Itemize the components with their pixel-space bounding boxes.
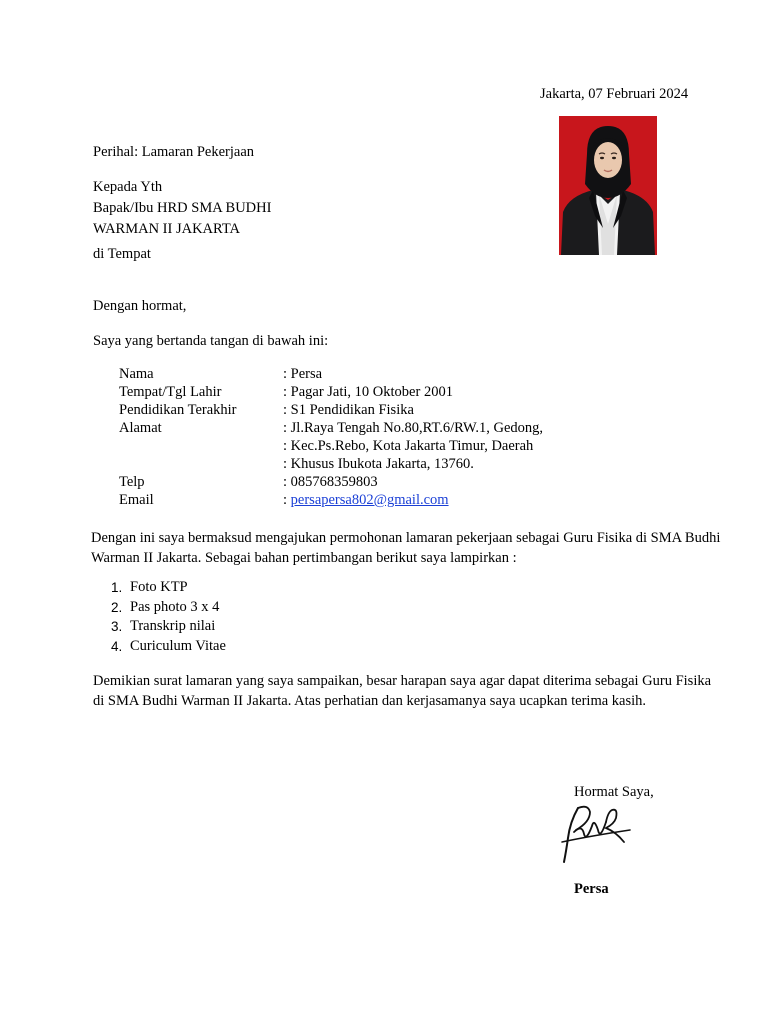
detail-row-name bbox=[119, 365, 543, 383]
recipient-block bbox=[93, 177, 271, 265]
detail-row-phone bbox=[119, 473, 543, 491]
detail-value: : Kec.Ps.Rebo, Kota Jakarta Timur, Daerah bbox=[283, 438, 534, 454]
list-item bbox=[111, 617, 226, 637]
signer-name: Persa bbox=[574, 881, 609, 897]
closing-text: Hormat Saya, bbox=[574, 784, 654, 800]
list-item bbox=[111, 598, 226, 618]
email-prefix: : bbox=[283, 492, 291, 508]
attachment-list bbox=[111, 578, 226, 656]
email-link[interactable]: persapersa802@gmail.com bbox=[290, 492, 449, 508]
detail-value: : Persa bbox=[283, 366, 323, 382]
list-label: Pas photo 3 x 4 bbox=[130, 598, 220, 615]
applicant-photo bbox=[559, 116, 657, 255]
list-item bbox=[111, 578, 226, 598]
detail-value: : Khusus Ibukota Jakarta, 13760. bbox=[283, 456, 474, 472]
body-paragraph-1: Dengan ini saya bermaksud mengajukan permohonan lamaran pekerjaan sebagai Guru Fisika di SMA Budhi Warman II Jakarta. Sebagai bahan pertimbangan berikut saya lampirkan : bbox=[91, 530, 721, 566]
letter-date: Jakarta, 07 Februari 2024 bbox=[540, 86, 689, 102]
detail-row-education bbox=[119, 401, 543, 419]
list-label: Transkrip nilai bbox=[130, 618, 216, 634]
detail-value: : Jl.Raya Tengah No.80,RT.6/RW.1, Gedong, bbox=[283, 420, 544, 436]
detail-row-address-2 bbox=[119, 437, 543, 455]
list-number: 3. bbox=[111, 619, 123, 634]
detail-row-address-3 bbox=[119, 455, 543, 473]
list-number: 1. bbox=[111, 580, 123, 595]
detail-row-birth bbox=[119, 383, 543, 401]
detail-label: Alamat bbox=[119, 420, 162, 436]
detail-row-address bbox=[119, 419, 543, 437]
recipient-line: di Tempat bbox=[93, 246, 151, 262]
detail-value: : Pagar Jati, 10 Oktober 2001 bbox=[283, 384, 453, 400]
detail-label: Email bbox=[119, 492, 154, 508]
recipient-line: Kepada Yth bbox=[93, 179, 163, 195]
intro-text: Saya yang bertanda tangan di bawah ini: bbox=[93, 333, 329, 349]
detail-value: : S1 Pendidikan Fisika bbox=[283, 402, 414, 418]
detail-label: Tempat/Tgl Lahir bbox=[119, 384, 222, 400]
detail-row-email bbox=[119, 491, 543, 509]
letter-subject: Perihal: Lamaran Pekerjaan bbox=[93, 144, 255, 160]
detail-label: Telp bbox=[119, 474, 145, 490]
list-label: Curiculum Vitae bbox=[130, 637, 226, 654]
recipient-line: WARMAN II JAKARTA bbox=[93, 221, 240, 237]
list-label: Foto KTP bbox=[130, 579, 188, 595]
applicant-details bbox=[119, 365, 543, 509]
detail-value bbox=[283, 491, 449, 509]
recipient-line: Bapak/Ibu HRD SMA BUDHI bbox=[93, 200, 272, 216]
salutation: Dengan hormat, bbox=[93, 298, 187, 314]
list-item bbox=[111, 637, 226, 657]
detail-label: Pendidikan Terakhir bbox=[119, 402, 237, 418]
signature-image bbox=[560, 802, 634, 864]
list-number: 2. bbox=[111, 599, 123, 615]
detail-label: Nama bbox=[119, 366, 154, 382]
list-number: 4. bbox=[111, 638, 123, 654]
body-paragraph-2: Demikian surat lamaran yang saya sampaikan, besar harapan saya agar dapat diterima sebagai Guru Fisika di SMA Budhi Warman II Jakarta. Atas perhatian dan kerjasamanya saya ucapkan terima kasih. bbox=[93, 673, 712, 709]
detail-value: : 085768359803 bbox=[283, 474, 378, 490]
